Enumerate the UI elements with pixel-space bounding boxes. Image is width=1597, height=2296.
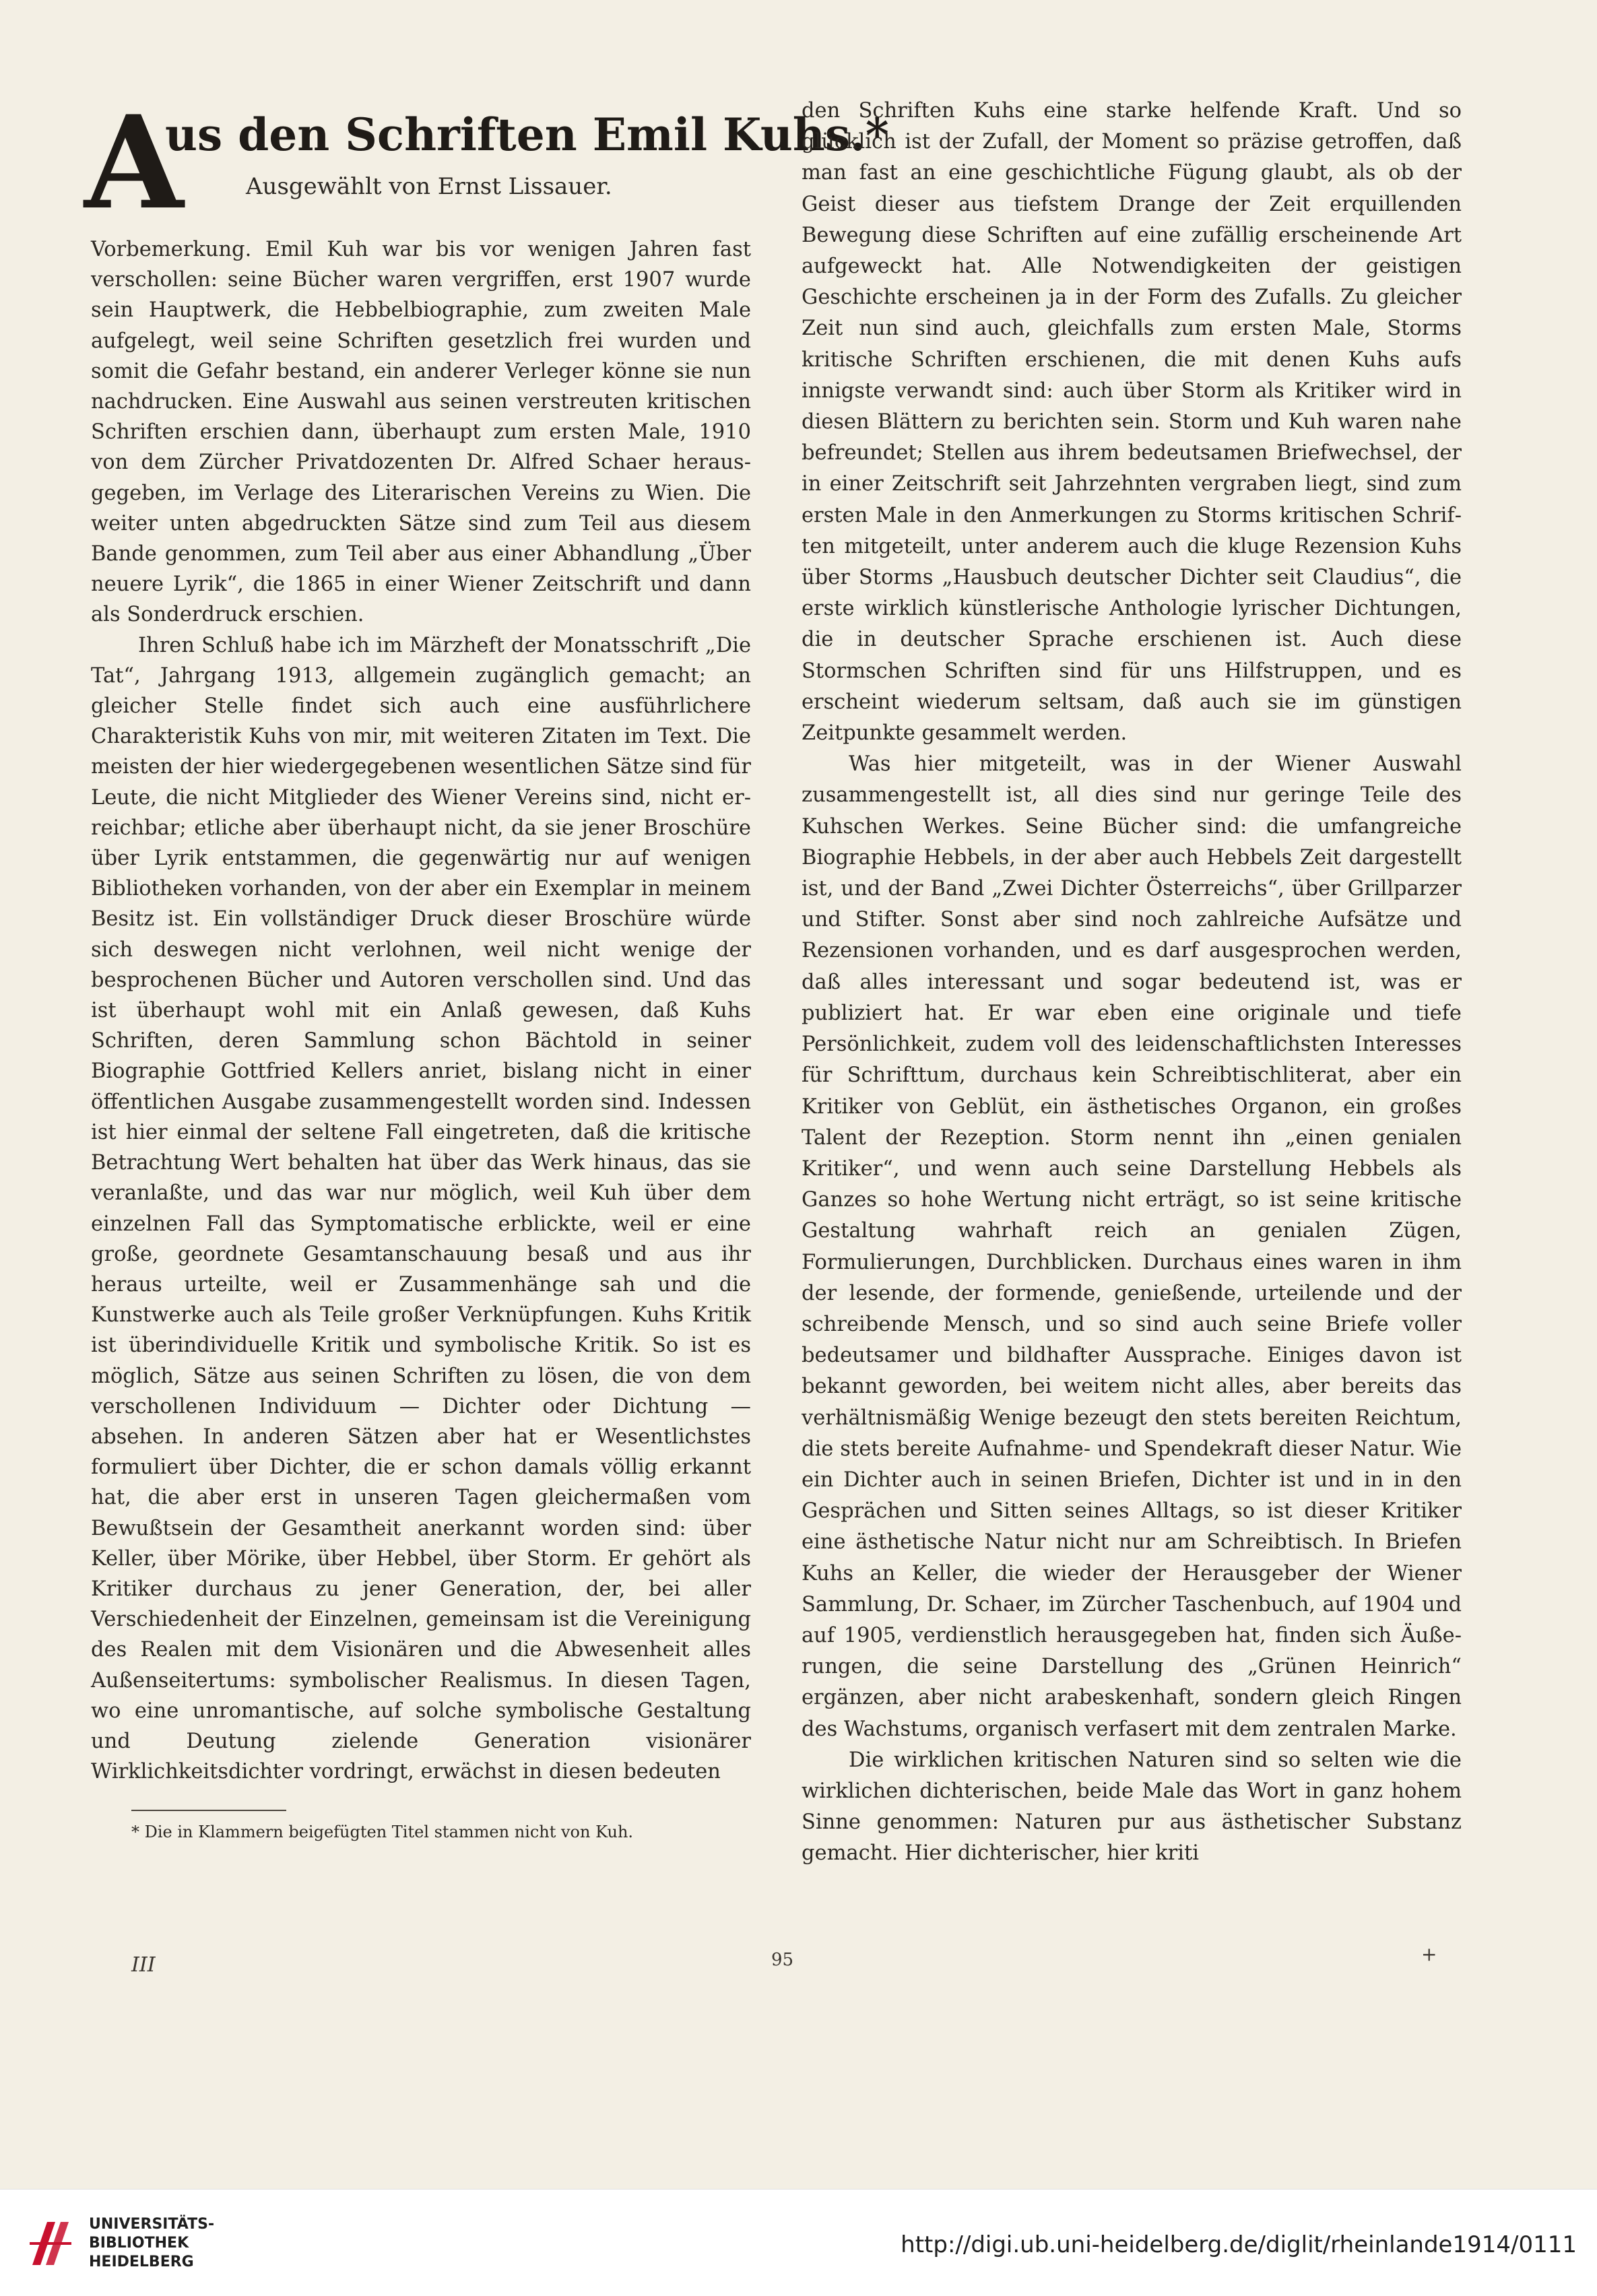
left-column [84, 88, 889, 1845]
page-number: 95 [771, 1950, 794, 1970]
paragraph-preface: Vorbemerkung. Emil Kuh war bis vor wenigen Jahren fast verschollen: seine Bücher waren vergriffen, erst 1907 wurde sein Hauptwerk, die Hebbelbiographie, zum zweiten Male aufgelegt, weil seine Schriften gesetzlich frei wurden und somit die Gefahr bestand, ein anderer Verleger könne sie nun nachdrucken. Eine Auswahl aus seinen verstreuten kritischen Schriften erschien dann, überhaupt zum ersten Male, 1910 von dem Zürcher Privatdozenten Dr. Alfred Schaer herausgegeben, im Verlage des Literarischen Vereins zu Wien. Die weiter unten abgedruckten Sätze sind zum Teil aus diesem Bande genommen, zum Teil aber aus einer Abhandlung „Über neuere Lyrik“, die 1865 in einer Wiener Zeitschrift und dann als Sonderdruck erschien. [91, 238, 751, 627]
paragraph: Was hier mitgeteilt, was in der Wiener Auswahl zusammengestellt ist, all dies sind nur geringe Teile des Kuhschen Werkes. Seine Bücher sind: die umfangreiche Biographie Hebbels, in der aber auch Hebbels Zeit dargestellt ist, und der Band „Zwei Dichter Österreichs“, über Grillparzer und Stifter. Sonst aber sind noch zahlreiche Aufsätze und Rezensionen vorhanden, und es darf ausgesprochen werden, daß alles interessant und sogar bedeutend ist, was er publiziert hat. Er war eben eine originale und tiefe Persönlichkeit, zudem voll des leidenschaftlichsten Interesses für Schrifttum, durchaus kein Schreibtischliterat, aber ein Kritiker von Geblüt, ein ästhetisches Organon, ein großes Talent der Rezeption. Storm nennt ihn „einen genialen Kritiker“, und wenn auch seine Darstellung Hebbels als Ganzes so hohe Wertung nicht erträgt, so ist seine kritische Gestaltung wahrhaft reich an genialen Zügen, Formulierungen, Durchblicken. Durchaus eines waren in ihm der lesende, der formende, genießende, urteilende und der schreibende Mensch, und so sind auch seine Briefe voller bedeutsamer und bildhafter Aussprache. Einiges davon ist bekannt geworden, bei weitem nicht alles, aber bereits das verhältnismäßig Wenige bezeugt den stets bereiten Reichtum, die stets bereite Aufnahme- und Spendekraft dieser Natur. Wie ein Dichter auch in seinen Briefen, Dichter ist und in in den Gesprächen und Sitten seines Alltags, so ist dieser Kritiker eine ästhetische Natur nicht nur am Schreibtisch. In Briefen Kuhs an Keller, die wieder der Herausgeber der Wiener Sammlung, Dr. Schaer, im Zürcher Taschenbuch, auf 1904 und auf 1905, verdienstlich herausgegeben hat, finden sich Äußerungen, die seine Darstellung des „Grünen Heinrich“ ergänzen, aber nicht arabeskenhaft, sondern gleich Ringen des Wachstums, organisch verfasert mit dem zentralen Marke. [802, 752, 1462, 1741]
page-mark: + [1421, 1943, 1437, 1965]
title-block [84, 88, 889, 238]
source-url-link[interactable]: http://digi.ub.uni-heidelberg.de/diglit/rheinlande1914/0111 [901, 2231, 1577, 2258]
library-logo-icon [27, 2217, 74, 2270]
footnote: * Die in Klammern beigefügten Titel stammen nicht von Kuh. [131, 1823, 634, 1842]
right-column [802, 96, 1462, 1870]
article-title: us den Schriften Emil Kuhs.* [165, 108, 889, 161]
printer-signature: III [131, 1953, 156, 1977]
article-byline: Ausgewählt von Ernst Lissauer. [246, 173, 612, 200]
library-name: UNIVERSITÄTS- BIBLIOTHEK HEIDELBERG [89, 2216, 215, 2270]
footnote-rule [131, 1810, 286, 1811]
library-footer [0, 2189, 1597, 2296]
paragraph: Ihren Schluß habe ich im Märzheft der Monatsschrift „Die Tat“, Jahrgang 1913, allgemein zugänglich gemacht; an gleicher Stelle findet sich auch eine ausführlichere Charakteristik Kuhs von mir, mit weiteren Zitaten im Text. Die meisten der hier wiedergegebenen wesentlichen Sätze sind für Leute, die nicht Mitglieder des Wiener Vereins sind, nicht erreichbar; etliche aber überhaupt nicht, da sie jener Broschüre über Lyrik entstammen, die gegenwärtig nur auf wenigen Bibliotheken vorhanden, von der aber ein Exemplar in meinem Besitz ist. Ein vollständiger Druck dieser Broschüre würde sich deswegen nicht verlohnen, weil nicht wenige der besprochenen Bücher und Autoren verschollen sind. Und das ist überhaupt wohl mit ein Anlaß gewesen, daß Kuhs Schriften, deren Sammlung schon Bächtold in seiner Biographie Gottfried Kellers anriet, bislang nicht in einer öffentlichen Ausgabe zusammengestellt worden sind. Indessen ist hier einmal der seltene Fall eingetreten, daß die kritische Betrachtung Wert behalten hat über das Werk hinaus, das sie veranlaßte, und das war nur möglich, weil Kuh über dem einzelnen Fall das Symptomatische erblickte, weil er eine große, geordnete Gesamtanschauung besaß und aus ihr heraus urteilte, weil er Zusammenhänge sah und die Kunstwerke auch als Teile großer Verknüpfungen. Kuhs Kritik ist überindividuelle Kritik und symbolische Kritik. So ist es möglich, Sätze aus seinen Schriften zu lösen, die von dem verschollenen Individuum — Dichter oder Dichtung — absehen. In anderen Sätzen aber hat er Wesentlichstes formuliert über Dichter, die er schon damals völlig erkannt hat, die aber erst in unseren Tagen gleichermaßen vom Bewußtsein der Gesamtheit anerkannt worden sind: über Keller, über Mörike, über Hebbel, über Storm. Er gehört als Kritiker durchaus zu jener Generation, der, bei aller Verschiedenheit der Einzelnen, gemeinsam ist die Vereinigung des Realen mit dem Visionären und die Abwesenheit alles Außenseitertums: symbolischer Realismus. In diesen Tagen, wo eine unromantische, auf solche symbolische Gestaltung und Deutung zielende Generation visionärer Wirklichkeitsdichter vordringt, erwächst in diesen bedeuten [91, 633, 751, 1784]
title-dropcap: A [84, 88, 184, 238]
paragraph: Die wirklichen kritischen Naturen sind so selten wie die wirklichen dichterischen, beide Male das Wort in ganz hohem Sinne genommen: Naturen pur aus ästhetischer Substanz gemacht. Hier dichterischer, hier kriti [802, 1748, 1462, 1866]
paragraph: den Schriften Kuhs eine starke helfende Kraft. Und so glücklich ist der Zufall, der Moment so präzise getroffen, daß man fast an eine geschichtliche Fügung glaubt, als ob der Geist dieser aus tiefstem Drange der Zeit erquillenden Bewegung diese Schriften auf eine zufällig erscheinende Art aufgeweckt hat. Alle Notwendigkeiten der geistigen Geschichte erscheinen ja in der Form des Zufalls. Zu gleicher Zeit nun sind auch, gleichfalls zum ersten Male, Storms kritische Schriften erschienen, die mit denen Kuhs aufs innigste verwandt sind: auch über Storm als Kritiker wird in diesen Blättern zu berichten sein. Storm und Kuh waren nahe befreundet; Stellen aus ihrem bedeutsamen Briefwechsel, der in einer Zeitschrift seit Jahrzehnten vergraben liegt, sind zum ersten Male in den Anmerkungen zu Storms kritischen Schriften mitgeteilt, unter anderem auch die kluge Rezension Kuhs über Storms „Hausbuch deutscher Dichter seit Claudius“, die erste wirklich künstlerische Anthologie lyrischer Dichtungen, die in deutscher Sprache erschienen ist. Auch diese Stormschen Schriften sind für uns Hilfstruppen, und es erscheint wiederum seltsam, daß auch sie im günstigen Zeitpunkte gesammelt werden. [802, 99, 1462, 746]
